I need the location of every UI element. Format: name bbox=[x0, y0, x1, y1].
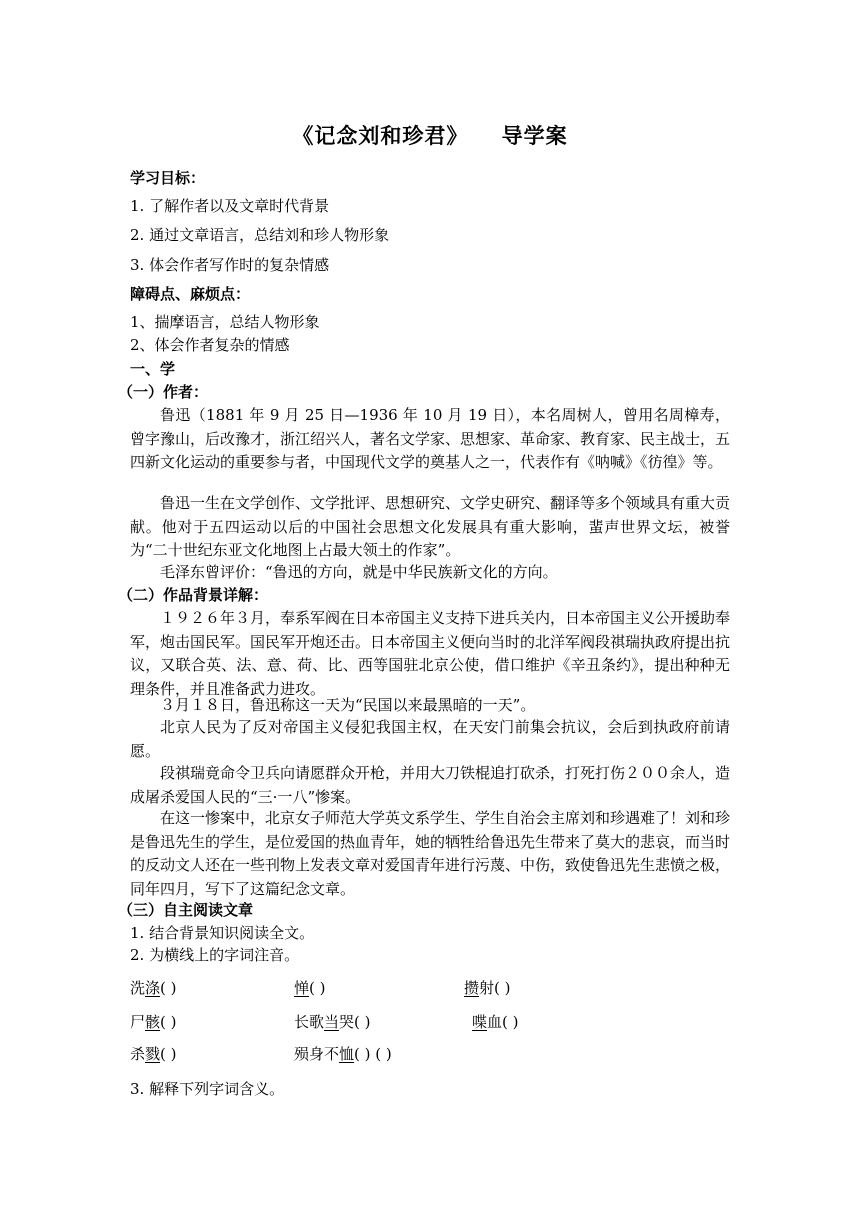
background-paragraph: １９２６年３月，奉系军阀在日本帝国主义支持下进兵关内，日本帝国主义公开援助奉军，炮击国民军。国民军开炮还击。日本帝国主义便向当时的北洋军阀段祺瑞执政府提出抗议，又联合英、法、意、荷、比、西等国驻北京公使，借口维护《辛丑条约》，提出种种无理条件，并且准备武力进攻。 bbox=[130, 609, 731, 698]
reading-item: 3. 解释下列字词含义。 bbox=[130, 1080, 285, 1098]
difficulty-item: 1、揣摩语言，总结人物形象 bbox=[130, 313, 320, 331]
vocab-item: 杀戮( ) bbox=[130, 1045, 177, 1063]
goal-item: 1. 了解作者以及文章时代背景 bbox=[130, 197, 330, 215]
author-paragraph: 鲁迅（1881 年 9 月 25 日—1936 年 10 月 19 日），本名周树人，曾用名周樟寿，曾字豫山，后改豫才，浙江绍兴人，著名文学家、思想家、革命家、教育家、民主战士，五四新文化运动的重要参与者，中国现代文学的奠基人之一，代表作有《呐喊》《彷徨》等。 bbox=[130, 406, 731, 471]
vocab-item: 洗涤( ) bbox=[130, 979, 177, 997]
vocab-item: 长歌当哭( ) bbox=[294, 1013, 371, 1031]
vocab-item: 喋血( ) bbox=[472, 1013, 519, 1031]
reading-item: 2. 为横线上的字词注音。 bbox=[130, 946, 300, 964]
background-paragraph: 北京人民为了反对帝国主义侵犯我国主权，在天安门前集会抗议，会后到执政府前请愿。 bbox=[130, 718, 730, 760]
background-heading: （二）作品背景详解： bbox=[118, 586, 269, 604]
difficulty-item: 2、体会作者复杂的情感 bbox=[130, 336, 290, 354]
pinyin-blank: ( ) bbox=[502, 1013, 519, 1031]
pinyin-blank: ( ) bbox=[160, 979, 177, 997]
vocab-item: 惮( ) bbox=[294, 979, 326, 997]
vocab-item: 殒身不恤( ) ( ) bbox=[294, 1045, 392, 1063]
pinyin-blank: ( ) bbox=[494, 979, 511, 997]
vocab-item: 攒射( ) bbox=[464, 979, 511, 997]
background-paragraph: ３月１８日，鲁迅称这一天为“民国以来最黑暗的一天”。 bbox=[160, 696, 536, 714]
difficulties-heading: 障碍点、麻烦点： bbox=[130, 285, 251, 303]
reading-item: 1. 结合背景知识阅读全文。 bbox=[130, 924, 315, 942]
vocab-item: 尸骸( ) bbox=[130, 1013, 177, 1031]
goal-item: 3. 体会作者写作时的复杂情感 bbox=[130, 256, 330, 274]
reading-heading: （三）自主阅读文章 bbox=[118, 901, 254, 919]
pinyin-blank: ( ) bbox=[354, 1013, 371, 1031]
background-paragraph: 在这一惨案中，北京女子师范大学英文系学生、学生自治会主席刘和珍遇难了！刘和珍是鲁迅先生的学生，是位爱国的热血青年，她的牺牲给鲁迅先生带来了莫大的悲哀，而当时的反动文人还在一些刊物上发表文章对爱国青年进行污蔑、中伤，致使鲁迅先生悲愤之极，同年四月，写下了这篇纪念文章。 bbox=[130, 809, 731, 898]
document-title: 《记念刘和珍君》 导学案 bbox=[292, 124, 568, 148]
pinyin-blank: ( ) bbox=[309, 979, 326, 997]
goals-heading: 学习目标： bbox=[130, 169, 206, 187]
author-heading: （一）作者： bbox=[118, 383, 209, 401]
pinyin-blank: ( ) bbox=[160, 1013, 177, 1031]
author-paragraph: 毛泽东曾评价：“鲁迅的方向，就是中华民族新文化的方向。 bbox=[160, 563, 558, 581]
pinyin-blank: ( ) bbox=[160, 1045, 177, 1063]
goal-item: 2. 通过文章语言，总结刘和珍人物形象 bbox=[130, 226, 390, 244]
author-paragraph: 鲁迅一生在文学创作、文学批评、思想研究、文学史研究、翻译等多个领域具有重大贡献。他对于五四运动以后的中国社会思想文化发展具有重大影响，蜚声世界文坛，被誉为“二十世纪东亚文化地图上占最大领土的作家”。 bbox=[130, 494, 731, 559]
background-paragraph: 段祺瑞竟命令卫兵向请愿群众开枪，并用大刀铁棍追打砍杀，打死打伤２００余人，造成屠杀爱国人民的“三·一八”惨案。 bbox=[130, 764, 731, 806]
section-heading: 一、学 bbox=[130, 360, 176, 378]
pinyin-blank: ( ) ( ) bbox=[354, 1045, 392, 1063]
